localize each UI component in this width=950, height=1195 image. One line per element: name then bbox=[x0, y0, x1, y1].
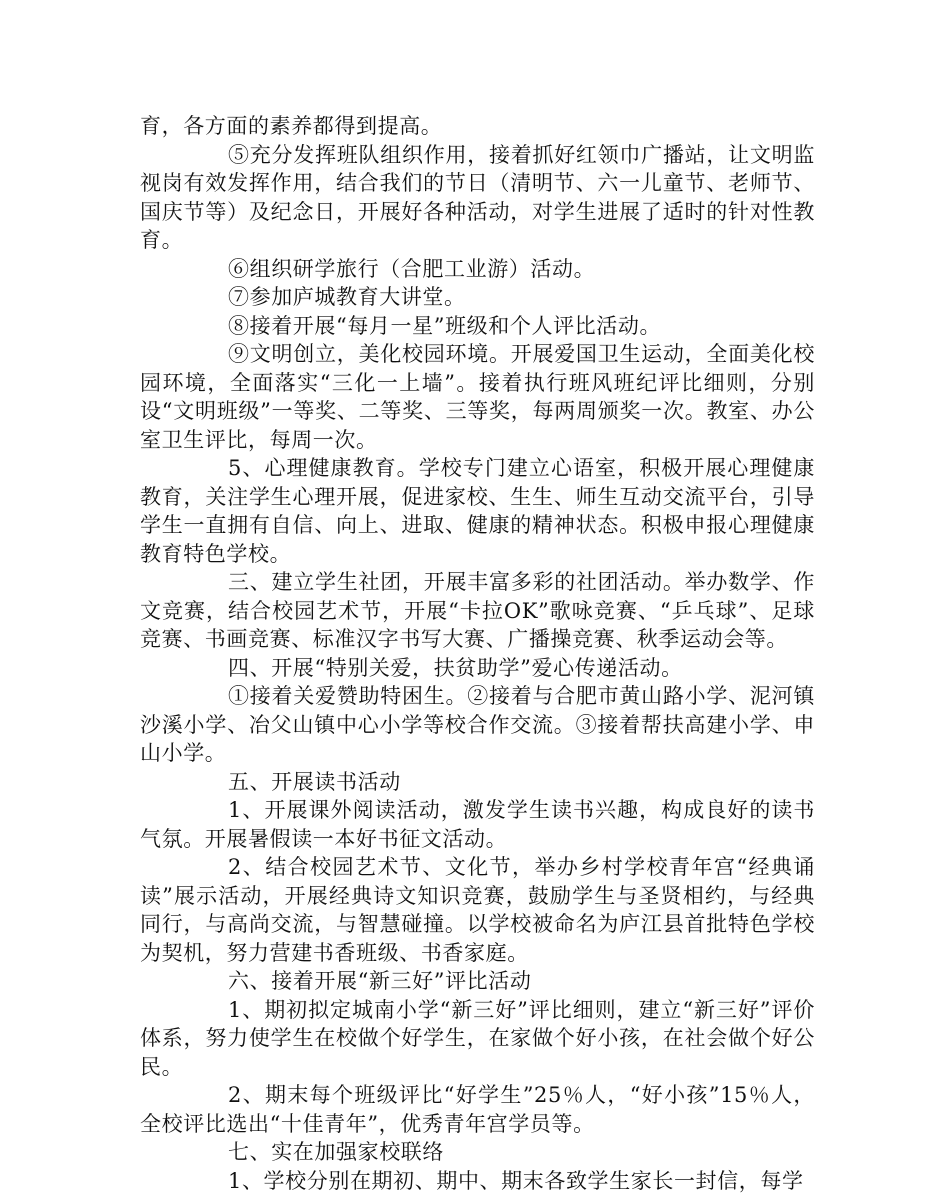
paragraph: 1、期初拟定城南小学“新三好”评比细则，建立“新三好”评价体系，努力使学生在校做个好学生，在家做个好小孩，在社会做个好公民。 bbox=[140, 996, 815, 1082]
paragraph: 四、开展“特别关爱，扶贫助学”爱心传递活动。 bbox=[140, 654, 815, 683]
document-page bbox=[140, 112, 815, 1195]
paragraph: 1、学校分别在期初、期中、期末各致学生家长一封信，每学 bbox=[140, 1167, 815, 1195]
paragraph: ⑤充分发挥班队组织作用，接着抓好红领巾广播站，让文明监视岗有效发挥作用，结合我们的节日（清明节、六一儿童节、老师节、国庆节等）及纪念日，开展好各种活动，对学生进展了适时的针对性教育。 bbox=[140, 141, 815, 255]
paragraph: 2、期末每个班级评比“好学生”25％人，“好小孩”15％人，全校评比选出“十佳青年”，优秀青年宫学员等。 bbox=[140, 1081, 815, 1138]
paragraph: 5、心理健康教育。学校专门建立心语室，积极开展心理健康教育，关注学生心理开展，促进家校、生生、师生互动交流平台，引导学生一直拥有自信、向上、进取、健康的精神状态。积极申报心理健康教育特色学校。 bbox=[140, 454, 815, 568]
paragraph: ⑧接着开展“每月一星”班级和个人评比活动。 bbox=[140, 312, 815, 341]
paragraph: ⑥组织研学旅行（合肥工业游）活动。 bbox=[140, 255, 815, 284]
paragraph: ⑨文明创立，美化校园环境。开展爱国卫生运动，全面美化校园环境，全面落实“三化一上墙”。接着执行班风班纪评比细则，分别设“文明班级”一等奖、二等奖、三等奖，每两周颁奖一次。教室、办公室卫生评比，每周一次。 bbox=[140, 340, 815, 454]
paragraph: ⑦参加庐城教育大讲堂。 bbox=[140, 283, 815, 312]
paragraph: 2、结合校园艺术节、文化节，举办乡村学校青年宫“经典诵读”展示活动，开展经典诗文知识竞赛，鼓励学生与圣贤相约，与经典同行，与高尚交流，与智慧碰撞。以学校被命名为庐江县首批特色学校为契机，努力营建书香班级、书香家庭。 bbox=[140, 853, 815, 967]
section-heading: 七、实在加强家校联络 bbox=[140, 1138, 815, 1167]
section-heading: 六、接着开展“新三好”评比活动 bbox=[140, 967, 815, 996]
paragraph: 育，各方面的素养都得到提高。 bbox=[140, 112, 815, 141]
paragraph: ①接着关爱赞助特困生。②接着与合肥市黄山路小学、泥河镇沙溪小学、冶父山镇中心小学等校合作交流。③接着帮扶高建小学、申山小学。 bbox=[140, 682, 815, 768]
paragraph: 三、建立学生社团，开展丰富多彩的社团活动。举办数学、作文竞赛，结合校园艺术节，开展“卡拉OK”歌咏竞赛、“乒乓球”、足球竞赛、书画竞赛、标准汉字书写大赛、广播操竞赛、秋季运动会等。 bbox=[140, 568, 815, 654]
section-heading: 五、开展读书活动 bbox=[140, 768, 815, 797]
paragraph: 1、开展课外阅读活动，激发学生读书兴趣，构成良好的读书气氛。开展暑假读一本好书征文活动。 bbox=[140, 796, 815, 853]
